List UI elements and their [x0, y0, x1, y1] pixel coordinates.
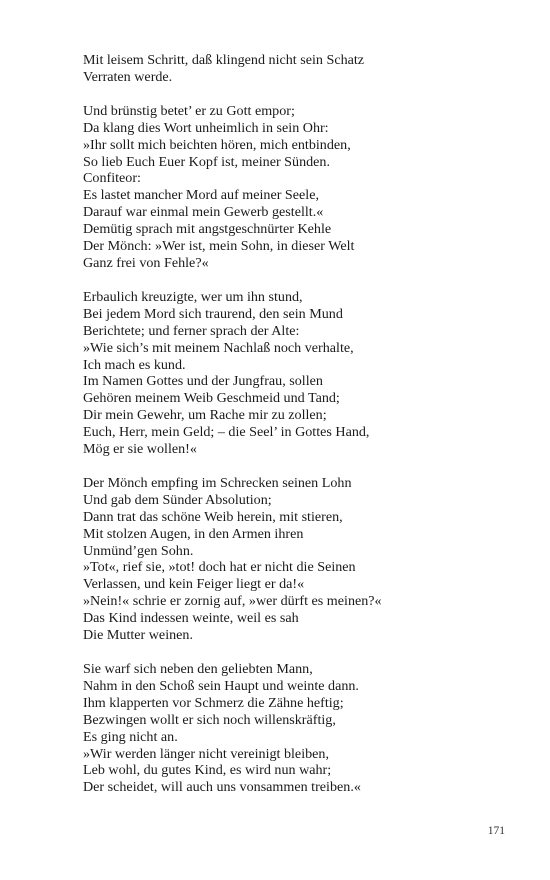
poem-line: Und gab dem Sünder Absolution;	[83, 491, 272, 508]
poem-line: Das Kind indessen weinte, weil es sah	[83, 610, 299, 627]
poem-line: Sie warf sich neben den geliebten Mann,	[83, 661, 313, 677]
stanza	[83, 475, 503, 644]
poem-line: Bei jedem Mord sich traurend, den sein Mund	[83, 305, 343, 322]
poem-line: So lieb Euch Euer Kopf ist, meiner Sünden.	[83, 153, 330, 170]
poem-line: Ich mach es kund.	[83, 356, 186, 373]
page-number: 171	[487, 825, 505, 837]
poem-line: Der Mönch: »Wer ist, mein Sohn, in dieser Welt	[83, 238, 355, 255]
poem-line: Ganz frei von Fehle?«	[83, 254, 209, 271]
poem-line: Berichtete; und ferner sprach der Alte:	[83, 322, 300, 339]
poem-line: Verlassen, und kein Feiger liegt er da!«	[83, 576, 305, 593]
stanza	[83, 52, 503, 86]
poem-line: Mit stolzen Augen, in den Armen ihren	[83, 525, 304, 542]
poem-line: Mit leisem Schritt, daß klingend nicht sein Schatz	[83, 52, 365, 68]
poem-line: Da klang dies Wort unheimlich in sein Ohr:	[83, 119, 329, 136]
poem-line: »Nein!« schrie er zornig auf, »wer dürft es meinen?«	[83, 593, 382, 610]
poem-line: Nahm in den Schoß sein Haupt und weinte dann.	[83, 677, 359, 694]
stanza	[83, 661, 503, 796]
poem-line: Im Namen Gottes und der Jungfrau, sollen	[83, 373, 323, 390]
stanza	[83, 103, 503, 272]
poem-line: Es ging nicht an.	[83, 728, 178, 745]
poem-line: Dann trat das schöne Weib herein, mit stieren,	[83, 508, 343, 525]
poem-line: Dir mein Gewehr, um Rache mir zu zollen;	[83, 407, 327, 424]
poem-line: Mög er sie wollen!«	[83, 441, 197, 458]
poem-line: Die Mutter weinen.	[83, 627, 193, 644]
poem-line: Demütig sprach mit angstgeschnürter Kehle	[83, 221, 332, 238]
poem-line: Der Mönch empfing im Schrecken seinen Lohn	[83, 474, 352, 491]
poem-line: »Wir werden länger nicht vereinigt bleiben,	[83, 745, 329, 762]
poem-line: Gehören meinem Weib Geschmeid und Tand;	[83, 390, 340, 407]
poem-line: Euch, Herr, mein Geld; – die Seel’ in Gottes Hand,	[83, 424, 370, 441]
poem-line: Und brünstig betet’ er zu Gott empor;	[83, 102, 295, 119]
poem-line: Darauf war einmal mein Gewerb gestellt.«	[83, 204, 324, 221]
poem-line: »Ihr sollt mich beichten hören, mich entbinden,	[83, 136, 351, 153]
poem-line: Confiteor:	[83, 170, 141, 187]
poem-line: »Tot«, rief sie, »tot! doch hat er nicht die Seinen	[83, 559, 356, 576]
poem-line: Erbaulich kreuzigte, wer um ihn stund,	[83, 288, 303, 305]
poem-line: Verraten werde.	[83, 68, 173, 85]
poem-line: Unmünd’gen Sohn.	[83, 542, 194, 559]
poem-line: Der scheidet, will auch uns vonsammen treiben.«	[83, 779, 361, 796]
poem-text	[83, 52, 503, 813]
poem-line: »Wie sich’s mit meinem Nachlaß noch verhalte,	[83, 339, 354, 356]
poem-line: Ihm klapperten vor Schmerz die Zähne heftig;	[83, 694, 344, 711]
poem-line: Leb wohl, du gutes Kind, es wird nun wahr;	[83, 762, 332, 779]
poem-line: Bezwingen wollt er sich noch willenskräftig,	[83, 711, 336, 728]
stanza	[83, 289, 503, 458]
poem-line: Es lastet mancher Mord auf meiner Seele,	[83, 187, 319, 204]
